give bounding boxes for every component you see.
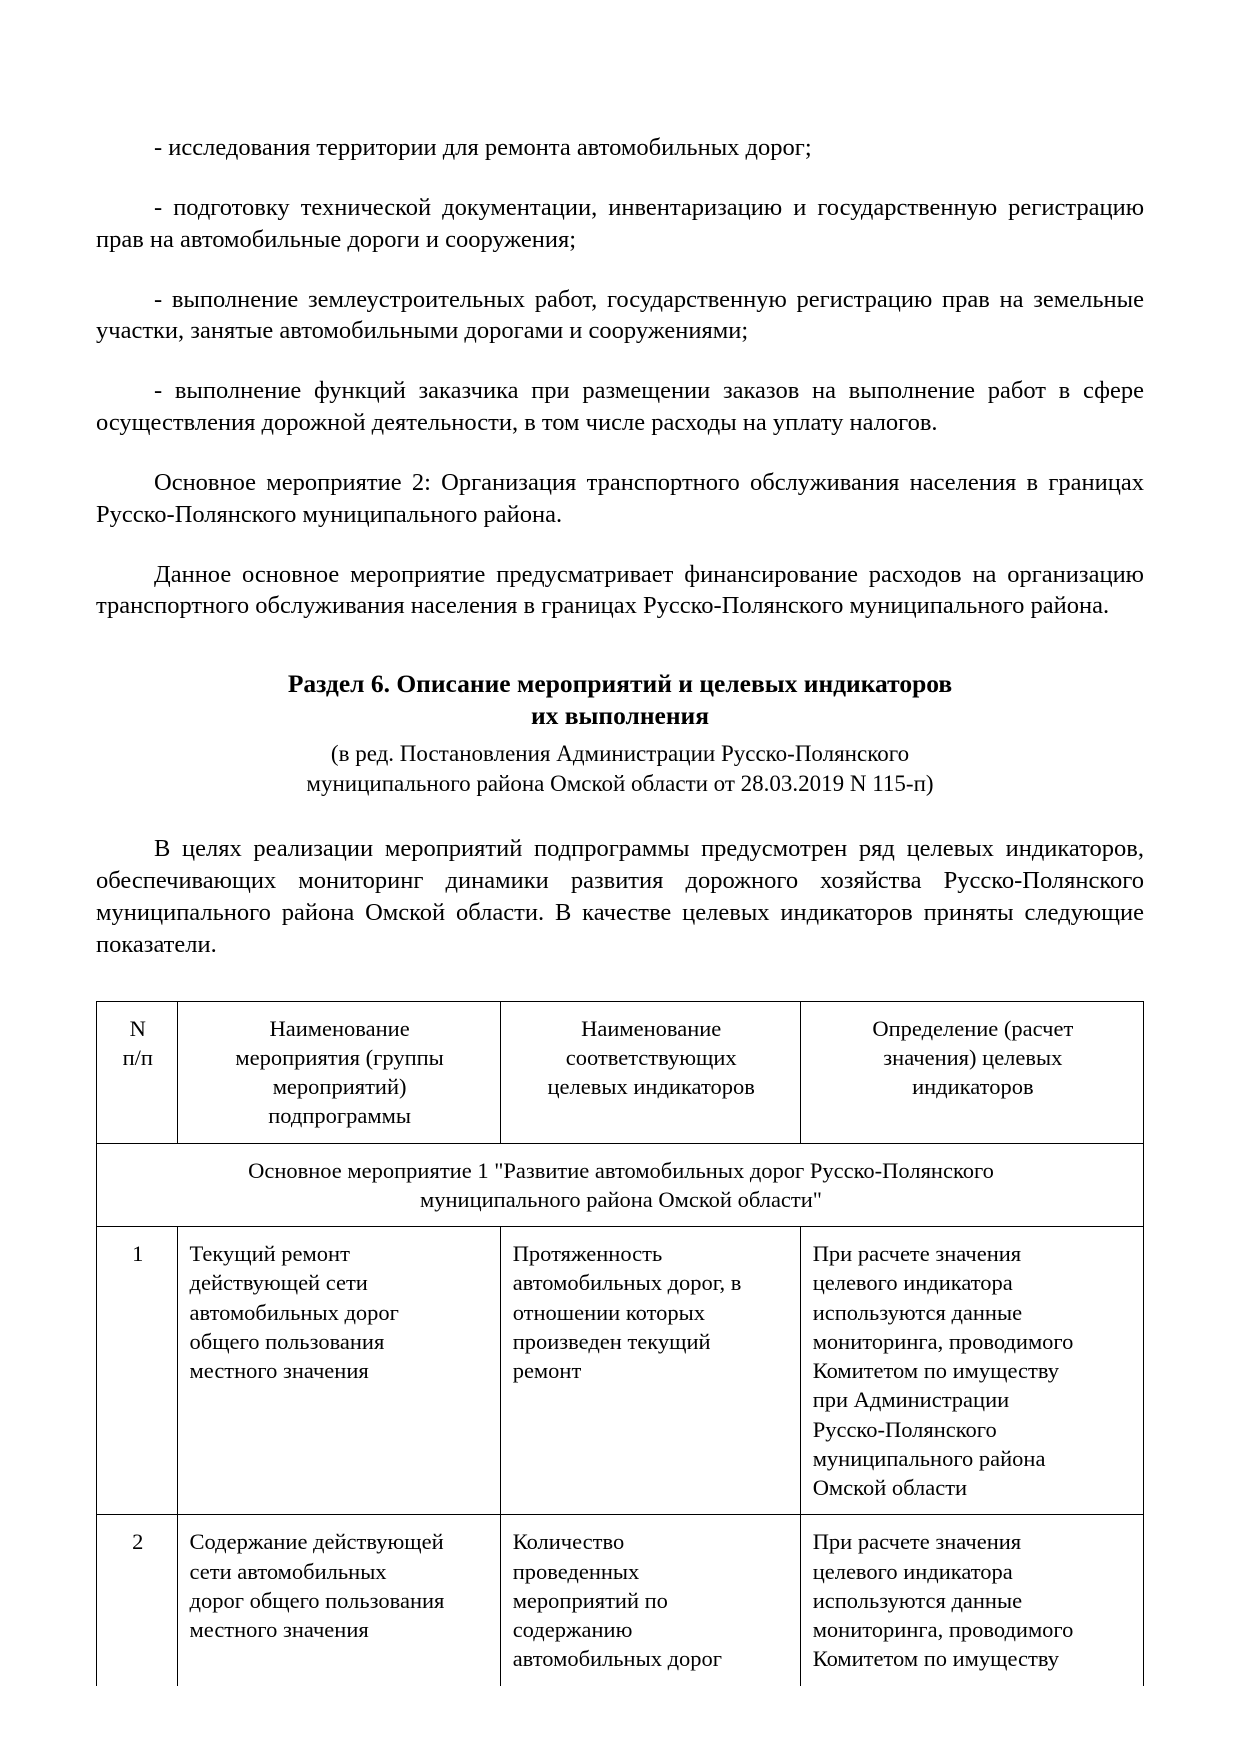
header-cell-activity-name [177, 1001, 500, 1143]
row-definition-line-1: При расчете значения [812, 1529, 1022, 1555]
editorial-note-line-1: (в ред. Постановления Администрации Русско-Полянского [330, 740, 910, 766]
header-definition-line-3: индикаторов [912, 1074, 1034, 1100]
row-definition-line-6: при Администрации [812, 1387, 1010, 1413]
section-heading-line-1: Раздел 6. Описание мероприятий и целевых индикаторов [287, 669, 953, 699]
header-activity-line-2: мероприятия (группы [235, 1044, 444, 1070]
header-cell-number [97, 1001, 178, 1143]
row-indicator-line-3: мероприятий по [512, 1587, 668, 1613]
row-indicator-line-2: автомобильных дорог, в [512, 1270, 742, 1296]
row-definition-line-2: целевого индикатора [812, 1558, 1013, 1584]
section-row-line-1: Основное мероприятие 1 "Развитие автомобильных дорог Русско-Полянского [248, 1157, 994, 1183]
row-definition-line-3: используются данные [812, 1587, 1023, 1613]
row-indicator-line-4: содержанию [512, 1617, 633, 1643]
row-activity-line-4: общего пользования [189, 1328, 385, 1354]
row-definition-line-3: используются данные [812, 1299, 1023, 1325]
row-indicator-line-5: ремонт [512, 1358, 582, 1384]
paragraph-land-survey-works: - выполнение землеустроительных работ, государственную регистрацию прав на земельные участки, занятые автомобильными дорогами и сооружениями; [96, 285, 1144, 345]
header-indicator-line-1: Наименование [581, 1015, 722, 1041]
indicators-table [96, 1001, 1144, 1686]
header-cell-definition [800, 1001, 1143, 1143]
header-indicator-line-3: целевых индикаторов [547, 1074, 755, 1100]
row-indicator-name [500, 1515, 800, 1686]
row-activity-name [177, 1227, 500, 1515]
row-activity-line-1: Содержание действующей [189, 1529, 444, 1555]
table-header-row [97, 1001, 1144, 1143]
row-number: 1 [97, 1227, 178, 1515]
row-indicator-line-1: Количество [512, 1529, 625, 1555]
header-cell-indicator-name [500, 1001, 800, 1143]
paragraph-research-territory: - исследования территории для ремонта автомобильных дорог; [154, 134, 812, 161]
row-indicator-line-5: автомобильных дорог [512, 1646, 723, 1672]
row-indicator-line-3: отношении которых [512, 1299, 705, 1325]
row-definition-line-7: Русско-Полянского [812, 1416, 997, 1442]
editorial-note [96, 739, 1144, 800]
paragraph-activity-financing: Данное основное мероприятие предусматривает финансирование расходов на организацию транспортного обслуживания населения в границах Русско-Полянского муниципального района. [96, 560, 1144, 620]
row-definition [800, 1515, 1143, 1686]
row-definition-line-4: мониторинга, проводимого [812, 1617, 1074, 1643]
row-activity-line-1: Текущий ремонт [189, 1241, 350, 1267]
row-activity-line-3: дорог общего пользования [189, 1587, 445, 1613]
row-number: 2 [97, 1515, 178, 1686]
row-definition-line-9: Омской области [812, 1475, 968, 1501]
paragraph-indicators-intro: В целях реализации мероприятий подпрограммы предусмотрен ряд целевых индикаторов, обеспечивающих мониторинг динамики развития дорожного хозяйства Русско-Полянского муниципального района Омской области. В качестве целевых индикаторов приняты следующие показатели. [96, 835, 1144, 958]
row-indicator-line-2: проведенных [512, 1558, 640, 1584]
section-heading-line-2: их выполнения [530, 701, 710, 731]
paragraph-main-activity-2: Основное мероприятие 2: Организация транспортного обслуживания населения в границах Русско-Полянского муниципального района. [96, 468, 1144, 528]
header-number-line-1: N [129, 1015, 146, 1041]
row-activity-line-2: действующей сети [189, 1270, 368, 1296]
paragraph-customer-functions: - выполнение функций заказчика при размещении заказов на выполнение работ в сфере осуществления дорожной деятельности, в том числе расходы на уплату налогов. [96, 377, 1144, 437]
row-definition-line-2: целевого индикатора [812, 1270, 1013, 1296]
row-activity-line-5: местного значения [189, 1358, 369, 1384]
header-indicator-line-2: соответствующих [565, 1044, 737, 1070]
header-number-line-2: п/п [122, 1044, 153, 1070]
header-definition-line-2: значения) целевых [883, 1044, 1063, 1070]
row-indicator-name [500, 1227, 800, 1515]
row-activity-line-3: автомобильных дорог [189, 1299, 399, 1325]
table-section-row [97, 1143, 1144, 1227]
row-definition-line-5: Комитетом по имуществу [812, 1358, 1059, 1384]
table-row [97, 1515, 1144, 1686]
header-activity-line-3: мероприятий) [272, 1074, 407, 1100]
row-activity-line-2: сети автомобильных [189, 1558, 387, 1584]
paragraph-technical-documentation: - подготовку технической документации, инвентаризацию и государственную регистрацию прав на автомобильные дороги и сооружения; [96, 193, 1144, 253]
row-activity-line-4: местного значения [189, 1617, 369, 1643]
section-heading [96, 668, 1144, 732]
row-definition-line-5: Комитетом по имуществу [812, 1646, 1059, 1672]
editorial-note-line-2: муниципального района Омской области от 28.03.2019 N 115-п) [306, 770, 934, 796]
section-row-cell [97, 1143, 1144, 1227]
row-definition-line-4: мониторинга, проводимого [812, 1328, 1074, 1354]
header-activity-line-1: Наименование [269, 1015, 410, 1041]
row-definition [800, 1227, 1143, 1515]
header-activity-line-4: подпрограммы [268, 1103, 411, 1129]
header-definition-line-1: Определение (расчет [872, 1015, 1074, 1041]
row-indicator-line-4: произведен текущий [512, 1328, 711, 1354]
row-indicator-line-1: Протяженность [512, 1241, 663, 1267]
table-row [97, 1227, 1144, 1515]
section-row-line-2: муниципального района Омской области" [420, 1186, 822, 1212]
row-definition-line-8: муниципального района [812, 1445, 1046, 1471]
row-activity-name [177, 1515, 500, 1686]
row-definition-line-1: При расчете значения [812, 1241, 1022, 1267]
